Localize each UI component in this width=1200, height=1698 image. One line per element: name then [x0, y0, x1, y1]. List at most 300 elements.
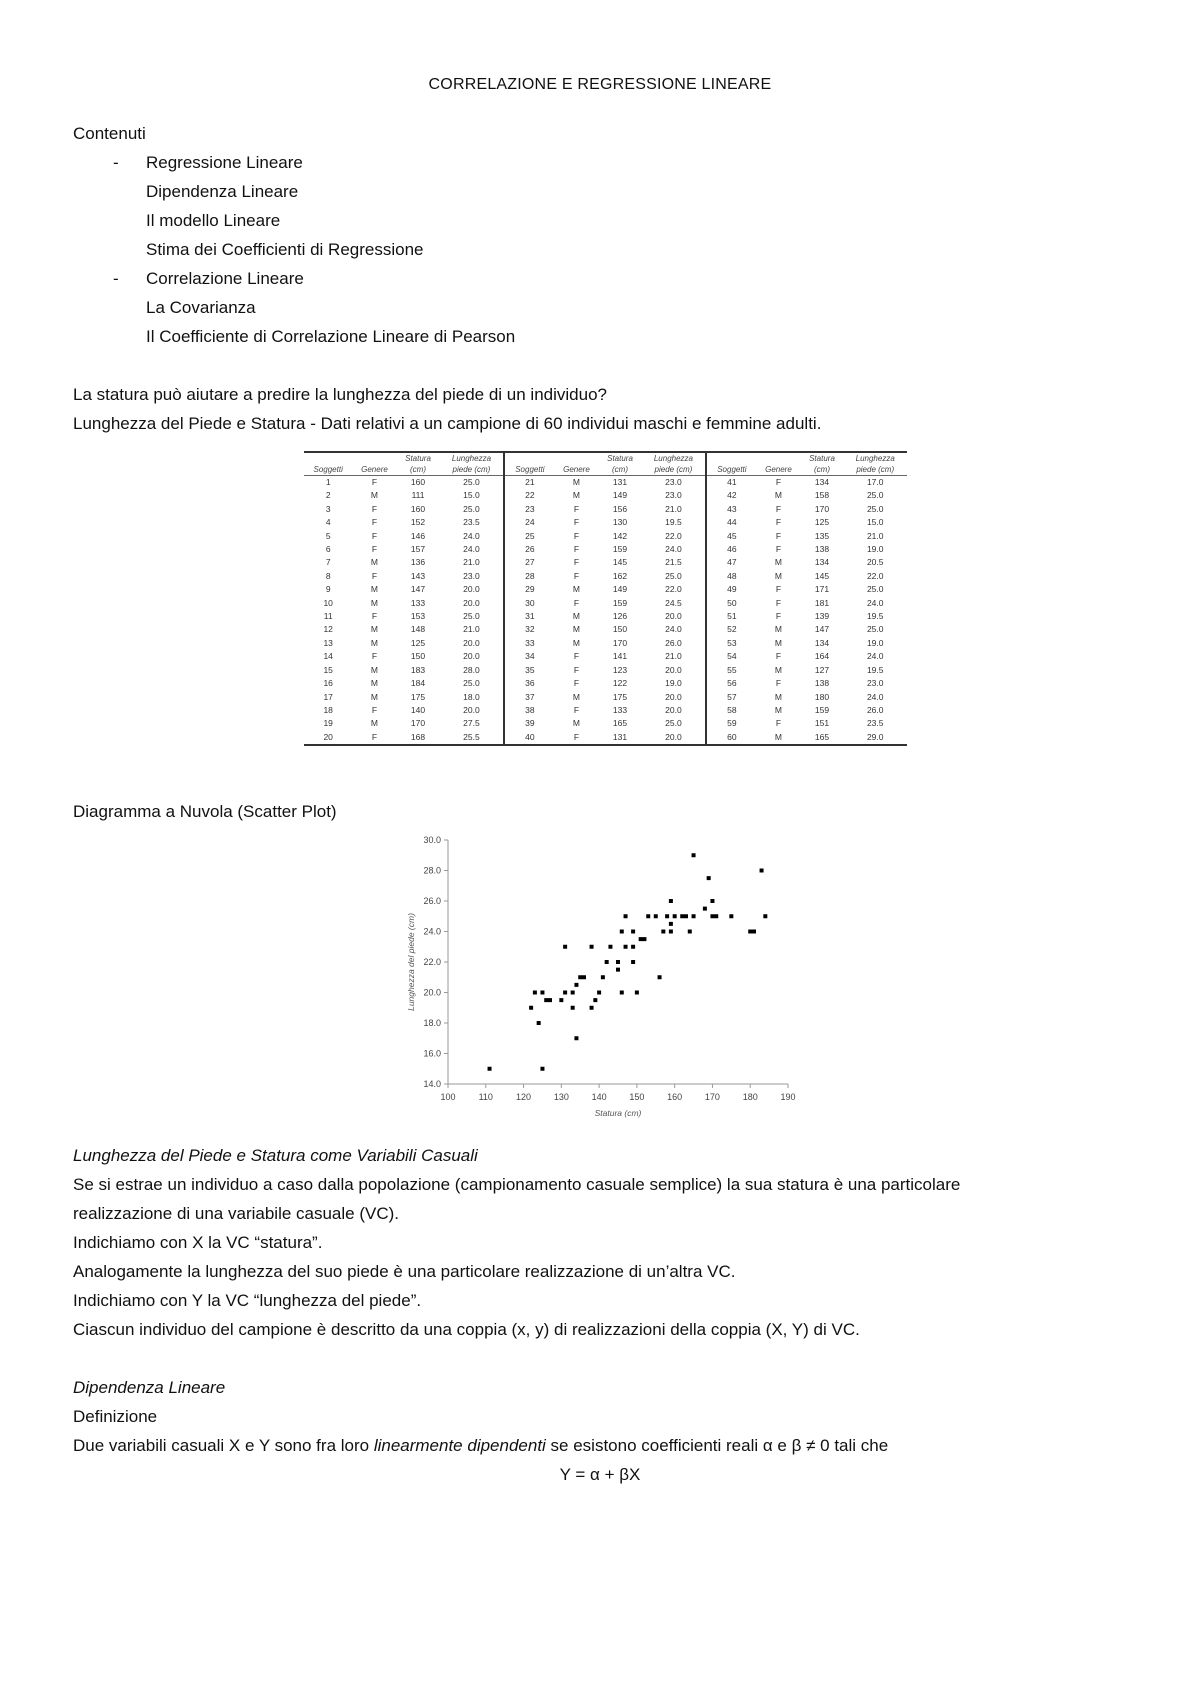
- cell-genere: M: [572, 718, 580, 729]
- cell-statura: 123: [612, 664, 628, 675]
- scatter-point: [548, 998, 552, 1002]
- cell-genere: F: [573, 517, 580, 528]
- col-soggetti: Soggetti: [706, 464, 756, 476]
- y-tick-label: 26.0: [423, 896, 441, 906]
- definition-text-pre: Due variabili casuali X e Y sono fra loro: [73, 1436, 374, 1455]
- contents-subitem: Il Coefficiente di Correlazione Lineare di Pearson: [146, 327, 516, 346]
- scatter-point: [763, 914, 767, 918]
- cell-genere: M: [572, 624, 580, 635]
- cell-soggetto: 52: [706, 623, 756, 636]
- cell-statura: 131: [612, 477, 628, 487]
- scatter-point: [631, 960, 635, 964]
- scatter-point: [620, 991, 624, 995]
- contents-subitem: Stima dei Coefficienti di Regressione: [146, 240, 424, 259]
- cell-soggetto: 44: [706, 516, 756, 529]
- scatter-point: [688, 930, 692, 934]
- cell-soggetto: 46: [706, 543, 756, 556]
- cell-genere: F: [371, 544, 378, 555]
- table-row: [304, 717, 907, 730]
- cell-soggetto: 30: [504, 597, 554, 610]
- definition-heading: Definizione: [73, 1407, 158, 1426]
- cell-soggetto: 58: [706, 704, 756, 717]
- cell-piede: 26.0: [665, 637, 682, 648]
- cell-genere: F: [371, 503, 378, 514]
- col-statura-unit: (cm): [397, 464, 440, 476]
- table-row: [304, 489, 907, 502]
- y-tick-label: 20.0: [423, 987, 441, 998]
- vc-paragraph: Analogamente la lunghezza del suo piede è una particolare realizzazione di un’altra VC.: [73, 1262, 736, 1281]
- cell-statura: 162: [612, 570, 628, 581]
- y-tick-label: 24.0: [423, 926, 441, 937]
- cell-piede: 20.0: [463, 704, 480, 715]
- cell-statura: 164: [814, 651, 830, 662]
- cell-statura: 165: [612, 718, 628, 729]
- scatter-point: [529, 1006, 533, 1010]
- cell-statura: 147: [410, 584, 426, 595]
- cell-statura: 136: [410, 557, 426, 568]
- cell-piede: 20.0: [463, 651, 480, 662]
- cell-piede: 25.5: [439, 731, 504, 745]
- table-row: [304, 704, 907, 717]
- cell-piede: 25.0: [665, 570, 682, 581]
- cell-piede: 25.0: [463, 477, 480, 487]
- scatter-point: [631, 945, 635, 949]
- contents-subitem: La Covarianza: [146, 298, 256, 317]
- cell-soggetto: 55: [706, 664, 756, 677]
- document-title: CORRELAZIONE E REGRESSIONE LINEARE: [428, 76, 772, 93]
- scatter-point: [684, 914, 688, 918]
- cell-soggetto: 13: [323, 637, 333, 648]
- cell-statura: 160: [410, 477, 426, 487]
- cell-piede: 20.0: [665, 611, 682, 622]
- cell-genere: F: [573, 530, 580, 541]
- cell-soggetto: 27: [504, 556, 554, 569]
- col-statura: Statura: [397, 452, 440, 464]
- cell-piede: 19.0: [665, 678, 682, 689]
- cell-genere: F: [573, 597, 580, 608]
- scatter-point: [680, 914, 684, 918]
- x-axis-label: Statura (cm): [594, 1108, 642, 1118]
- cell-soggetto: 21: [504, 476, 554, 490]
- cell-piede: 23.0: [665, 477, 682, 487]
- x-tick-label: 130: [553, 1092, 569, 1102]
- cell-soggetto: 57: [706, 691, 756, 704]
- cell-piede: 20.0: [641, 731, 706, 745]
- cell-statura: 157: [410, 544, 426, 555]
- cell-piede: 25.0: [866, 503, 884, 514]
- vc-paragraph: Se si estrae un individuo a caso dalla popolazione (campionamento casuale semplice) la sua statura è una particolare: [73, 1175, 961, 1194]
- cell-soggetto: 17: [323, 691, 333, 702]
- scatter-point: [571, 991, 575, 995]
- table-row: [304, 677, 907, 690]
- cell-genere: M: [774, 570, 782, 581]
- cell-piede: 25.0: [463, 678, 480, 689]
- contents-item-correlation: Correlazione Lineare: [146, 269, 304, 288]
- x-tick-label: 140: [591, 1092, 607, 1102]
- y-axis-label: Lunghezza del piede (cm): [406, 913, 416, 1011]
- cell-statura: 135: [814, 530, 830, 541]
- cell-statura: 156: [612, 503, 628, 514]
- cell-genere: M: [756, 731, 800, 745]
- cell-statura: 138: [814, 678, 830, 689]
- col-statura: Statura: [599, 452, 642, 464]
- col-statura: Statura: [801, 452, 844, 464]
- cell-piede: 24.0: [866, 597, 884, 608]
- scatter-point: [673, 914, 677, 918]
- col-genere: Genere: [352, 464, 396, 476]
- table-row: [304, 530, 907, 543]
- cell-statura: 170: [814, 503, 830, 514]
- cell-statura: 181: [814, 597, 830, 608]
- cell-genere: M: [370, 678, 379, 689]
- cell-piede: 29.0: [843, 731, 907, 745]
- scatter-point: [714, 914, 718, 918]
- scatter-point: [624, 914, 628, 918]
- y-tick-label: 22.0: [423, 957, 441, 967]
- y-tick-label: 16.0: [423, 1048, 441, 1059]
- vc-paragraph: Ciascun individuo del campione è descritto da una coppia (x, y) di realizzazioni della coppia (X, Y) di VC.: [73, 1320, 860, 1339]
- cell-piede: 24.0: [665, 544, 682, 555]
- cell-soggetto: 43: [706, 503, 756, 516]
- cell-soggetto: 39: [504, 717, 554, 730]
- cell-statura: 184: [410, 678, 426, 689]
- cell-piede: 21.0: [665, 503, 682, 514]
- y-tick-label: 14.0: [423, 1079, 441, 1089]
- cell-statura: 140: [410, 704, 426, 715]
- x-tick-label: 190: [780, 1092, 796, 1102]
- cell-statura: 130: [612, 517, 628, 528]
- cell-soggetto: 1: [325, 477, 331, 487]
- cell-statura: 127: [814, 664, 830, 675]
- cell-genere: M: [774, 637, 782, 648]
- scatter-point: [620, 930, 624, 934]
- cell-genere: M: [370, 718, 379, 729]
- cell-statura: 183: [410, 664, 426, 675]
- cell-statura: 158: [814, 490, 830, 501]
- cell-genere: F: [775, 651, 782, 662]
- cell-genere: M: [774, 704, 782, 715]
- cell-soggetto: 54: [706, 650, 756, 663]
- scatter-point: [658, 975, 662, 979]
- cell-statura: 160: [410, 503, 426, 514]
- cell-soggetto: 2: [325, 490, 331, 501]
- scatter-point: [537, 1021, 541, 1025]
- cell-piede: 20.0: [463, 584, 480, 595]
- cell-genere: M: [370, 597, 379, 608]
- cell-statura: 147: [814, 624, 830, 635]
- cell-soggetto: 4: [325, 517, 331, 528]
- cell-piede: 26.0: [866, 704, 884, 715]
- cell-piede: 21.0: [463, 557, 480, 568]
- table-row: [304, 570, 907, 583]
- scatter-point: [559, 998, 563, 1002]
- cell-piede: 20.0: [463, 597, 480, 608]
- cell-piede: 28.0: [463, 664, 480, 675]
- cell-statura: 146: [410, 530, 426, 541]
- cell-statura: 145: [612, 557, 628, 568]
- cell-piede: 25.0: [665, 718, 682, 729]
- cell-soggetto: 3: [325, 503, 331, 514]
- contents-item-regression: Regressione Lineare: [146, 153, 303, 172]
- cell-genere: F: [775, 611, 782, 622]
- scatter-point: [642, 937, 646, 941]
- cell-soggetto: 11: [323, 611, 333, 622]
- cell-genere: M: [370, 490, 379, 501]
- contents-subitem: Dipendenza Lineare: [146, 182, 299, 201]
- cell-soggetto: 45: [706, 530, 756, 543]
- scatter-point: [748, 930, 752, 934]
- cell-piede: 17.0: [866, 477, 884, 487]
- cell-statura: 125: [410, 637, 426, 648]
- cell-soggetto: 48: [706, 570, 756, 583]
- scatter-point: [665, 914, 669, 918]
- scatter-point: [692, 853, 696, 857]
- cell-statura: 134: [814, 477, 830, 487]
- cell-genere: F: [775, 597, 782, 608]
- scatter-point: [578, 975, 582, 979]
- scatter-point: [616, 960, 620, 964]
- table-row: [304, 623, 907, 636]
- cell-statura: 170: [410, 718, 426, 729]
- bullet-dash: -: [113, 269, 119, 288]
- scatter-point: [590, 1006, 594, 1010]
- scatter-point: [703, 907, 707, 911]
- cell-genere: M: [774, 624, 782, 635]
- cell-piede: 21.0: [866, 530, 884, 541]
- cell-genere: F: [371, 477, 378, 487]
- cell-genere: F: [775, 517, 782, 528]
- vc-paragraph: Indichiamo con X la VC “statura”.: [73, 1233, 323, 1252]
- table-row: [304, 650, 907, 663]
- scatter-point: [593, 998, 597, 1002]
- cell-genere: F: [775, 530, 782, 541]
- cell-piede: 27.5: [463, 718, 480, 729]
- cell-genere: F: [371, 530, 378, 541]
- cell-soggetto: 42: [706, 489, 756, 502]
- cell-statura: 175: [612, 691, 628, 702]
- table-row: [304, 664, 907, 677]
- cell-statura: 131: [599, 731, 642, 745]
- cell-soggetto: 20: [304, 731, 352, 745]
- cell-piede: 23.5: [866, 718, 884, 729]
- table-row: [304, 516, 907, 529]
- cell-statura: 159: [814, 704, 830, 715]
- cell-genere: F: [371, 517, 378, 528]
- cell-statura: 165: [801, 731, 844, 745]
- scatter-point: [488, 1067, 492, 1071]
- cell-genere: F: [554, 731, 598, 745]
- scatter-point: [574, 1036, 578, 1040]
- y-tick-label: 18.0: [423, 1018, 441, 1028]
- col-piede: Lunghezza: [439, 452, 504, 464]
- cell-statura: 139: [814, 611, 830, 622]
- scatter-point: [669, 930, 673, 934]
- table-row: [304, 691, 907, 704]
- cell-statura: 126: [612, 611, 628, 622]
- cell-genere: M: [774, 490, 782, 501]
- cell-piede: 19.5: [866, 664, 884, 675]
- cell-soggetto: 29: [504, 583, 554, 596]
- cell-statura: 152: [410, 517, 426, 528]
- definition-emphasis: linearmente dipendenti: [373, 1436, 546, 1455]
- col-piede-unit: piede (cm): [439, 464, 504, 476]
- cell-piede: 23.0: [463, 570, 480, 581]
- cell-soggetto: 7: [325, 557, 331, 568]
- cell-genere: F: [573, 651, 580, 662]
- cell-piede: 23.5: [463, 517, 480, 528]
- col-genere: Genere: [554, 464, 598, 476]
- cell-soggetto: 24: [504, 516, 554, 529]
- x-tick-label: 180: [742, 1092, 758, 1102]
- vc-heading: Lunghezza del Piede e Statura come Variabili Casuali: [73, 1146, 478, 1165]
- col-soggetti: Soggetti: [304, 464, 352, 476]
- cell-genere: F: [573, 557, 580, 568]
- data-table: [304, 451, 907, 746]
- cell-soggetto: 37: [504, 691, 554, 704]
- scatter-point: [597, 991, 601, 995]
- col-genere: Genere: [756, 464, 800, 476]
- cell-piede: 25.0: [463, 503, 480, 514]
- scatter-point: [544, 998, 548, 1002]
- scatter-point: [540, 1067, 544, 1071]
- cell-piede: 24.0: [866, 691, 884, 702]
- cell-piede: 24.0: [463, 530, 480, 541]
- cell-piede: 15.0: [463, 490, 480, 501]
- cell-statura: 143: [410, 570, 426, 581]
- dataset-caption: Lunghezza del Piede e Statura - Dati relativi a un campione di 60 individui maschi e femmine adulti.: [73, 414, 822, 433]
- definition-text-post: se esistono coefficienti reali α e β ≠ 0 tali che: [545, 1436, 889, 1455]
- scatter-point: [669, 922, 673, 926]
- table-row: [304, 597, 907, 610]
- col-soggetti: Soggetti: [504, 464, 554, 476]
- scatter-point: [571, 1006, 575, 1010]
- cell-statura: 134: [814, 637, 830, 648]
- cell-genere: F: [573, 664, 580, 675]
- cell-statura: 175: [410, 691, 426, 702]
- cell-genere: F: [371, 611, 378, 622]
- scatter-point: [646, 914, 650, 918]
- cell-soggetto: 31: [504, 610, 554, 623]
- cell-soggetto: 15: [323, 664, 333, 675]
- cell-soggetto: 36: [504, 677, 554, 690]
- col-statura-unit: (cm): [599, 464, 642, 476]
- table-row: [304, 543, 907, 556]
- cell-statura: 180: [814, 691, 830, 702]
- cell-soggetto: 50: [706, 597, 756, 610]
- cell-genere: F: [775, 477, 782, 487]
- scatter-point: [654, 914, 658, 918]
- scatter-point: [707, 876, 711, 880]
- scatter-point: [590, 945, 594, 949]
- scatter-point: [639, 937, 643, 941]
- cell-genere: M: [572, 477, 580, 487]
- cell-piede: 21.5: [665, 557, 682, 568]
- cell-piede: 22.0: [665, 530, 682, 541]
- scatter-point: [729, 914, 733, 918]
- cell-genere: M: [370, 637, 379, 648]
- cell-statura: 171: [814, 584, 830, 595]
- cell-piede: 20.0: [665, 704, 682, 715]
- cell-statura: 149: [612, 584, 628, 595]
- col-piede: Lunghezza: [641, 452, 706, 464]
- cell-statura: 142: [612, 530, 628, 541]
- cell-soggetto: 26: [504, 543, 554, 556]
- cell-piede: 24.0: [665, 624, 682, 635]
- cell-statura: 170: [612, 637, 628, 648]
- scatter-point: [563, 945, 567, 949]
- contents-heading: Contenuti: [73, 124, 146, 143]
- cell-genere: M: [370, 664, 379, 675]
- scatter-point: [533, 991, 537, 995]
- cell-statura: 150: [612, 624, 628, 635]
- cell-piede: 19.0: [866, 544, 884, 555]
- cell-piede: 18.0: [463, 691, 480, 702]
- cell-genere: F: [573, 544, 580, 555]
- cell-piede: 23.0: [665, 490, 682, 501]
- cell-piede: 20.5: [866, 557, 884, 568]
- cell-genere: F: [573, 570, 580, 581]
- scatter-point: [669, 899, 673, 903]
- cell-soggetto: 38: [504, 704, 554, 717]
- x-tick-label: 100: [440, 1092, 456, 1102]
- scatter-point: [601, 975, 605, 979]
- scatter-point: [752, 930, 756, 934]
- cell-piede: 19.5: [866, 611, 884, 622]
- cell-statura: 145: [814, 570, 830, 581]
- cell-soggetto: 16: [323, 678, 333, 689]
- cell-statura: 133: [612, 704, 628, 715]
- cell-statura: 149: [612, 490, 628, 501]
- table-row: [304, 583, 907, 596]
- cell-soggetto: 5: [325, 530, 331, 541]
- table-header-row: [304, 464, 907, 476]
- cell-piede: 20.0: [665, 664, 682, 675]
- question-text: La statura può aiutare a predire la lunghezza del piede di un individuo?: [73, 385, 607, 404]
- cell-soggetto: 35: [504, 664, 554, 677]
- cell-genere: F: [371, 570, 378, 581]
- cell-genere: M: [774, 557, 782, 568]
- cell-piede: 25.0: [866, 584, 884, 595]
- cell-genere: F: [573, 678, 580, 689]
- dipendenza-heading: Dipendenza Lineare: [73, 1378, 226, 1397]
- cell-soggetto: 34: [504, 650, 554, 663]
- cell-genere: F: [775, 718, 782, 729]
- cell-piede: 20.0: [463, 637, 480, 648]
- col-statura-unit: (cm): [801, 464, 844, 476]
- cell-soggetto: 12: [323, 624, 333, 635]
- table-row: [304, 556, 907, 569]
- definition-text: [73, 1436, 888, 1456]
- cell-genere: M: [370, 691, 379, 702]
- scatter-point: [692, 914, 696, 918]
- scatter-point: [624, 945, 628, 949]
- y-tick-label: 30.0: [423, 835, 441, 845]
- cell-statura: 125: [814, 517, 830, 528]
- cell-piede: 25.0: [463, 611, 480, 622]
- cell-soggetto: 41: [706, 476, 756, 490]
- cell-piede: 22.0: [665, 584, 682, 595]
- x-tick-label: 110: [478, 1092, 493, 1102]
- col-piede: Lunghezza: [843, 452, 907, 464]
- scatter-point: [582, 975, 586, 979]
- cell-genere: F: [775, 544, 782, 555]
- cell-genere: M: [370, 624, 379, 635]
- scatter-point: [635, 991, 639, 995]
- cell-statura: 159: [612, 544, 628, 555]
- table-row: [304, 503, 907, 516]
- cell-piede: 15.0: [866, 517, 884, 528]
- cell-soggetto: 32: [504, 623, 554, 636]
